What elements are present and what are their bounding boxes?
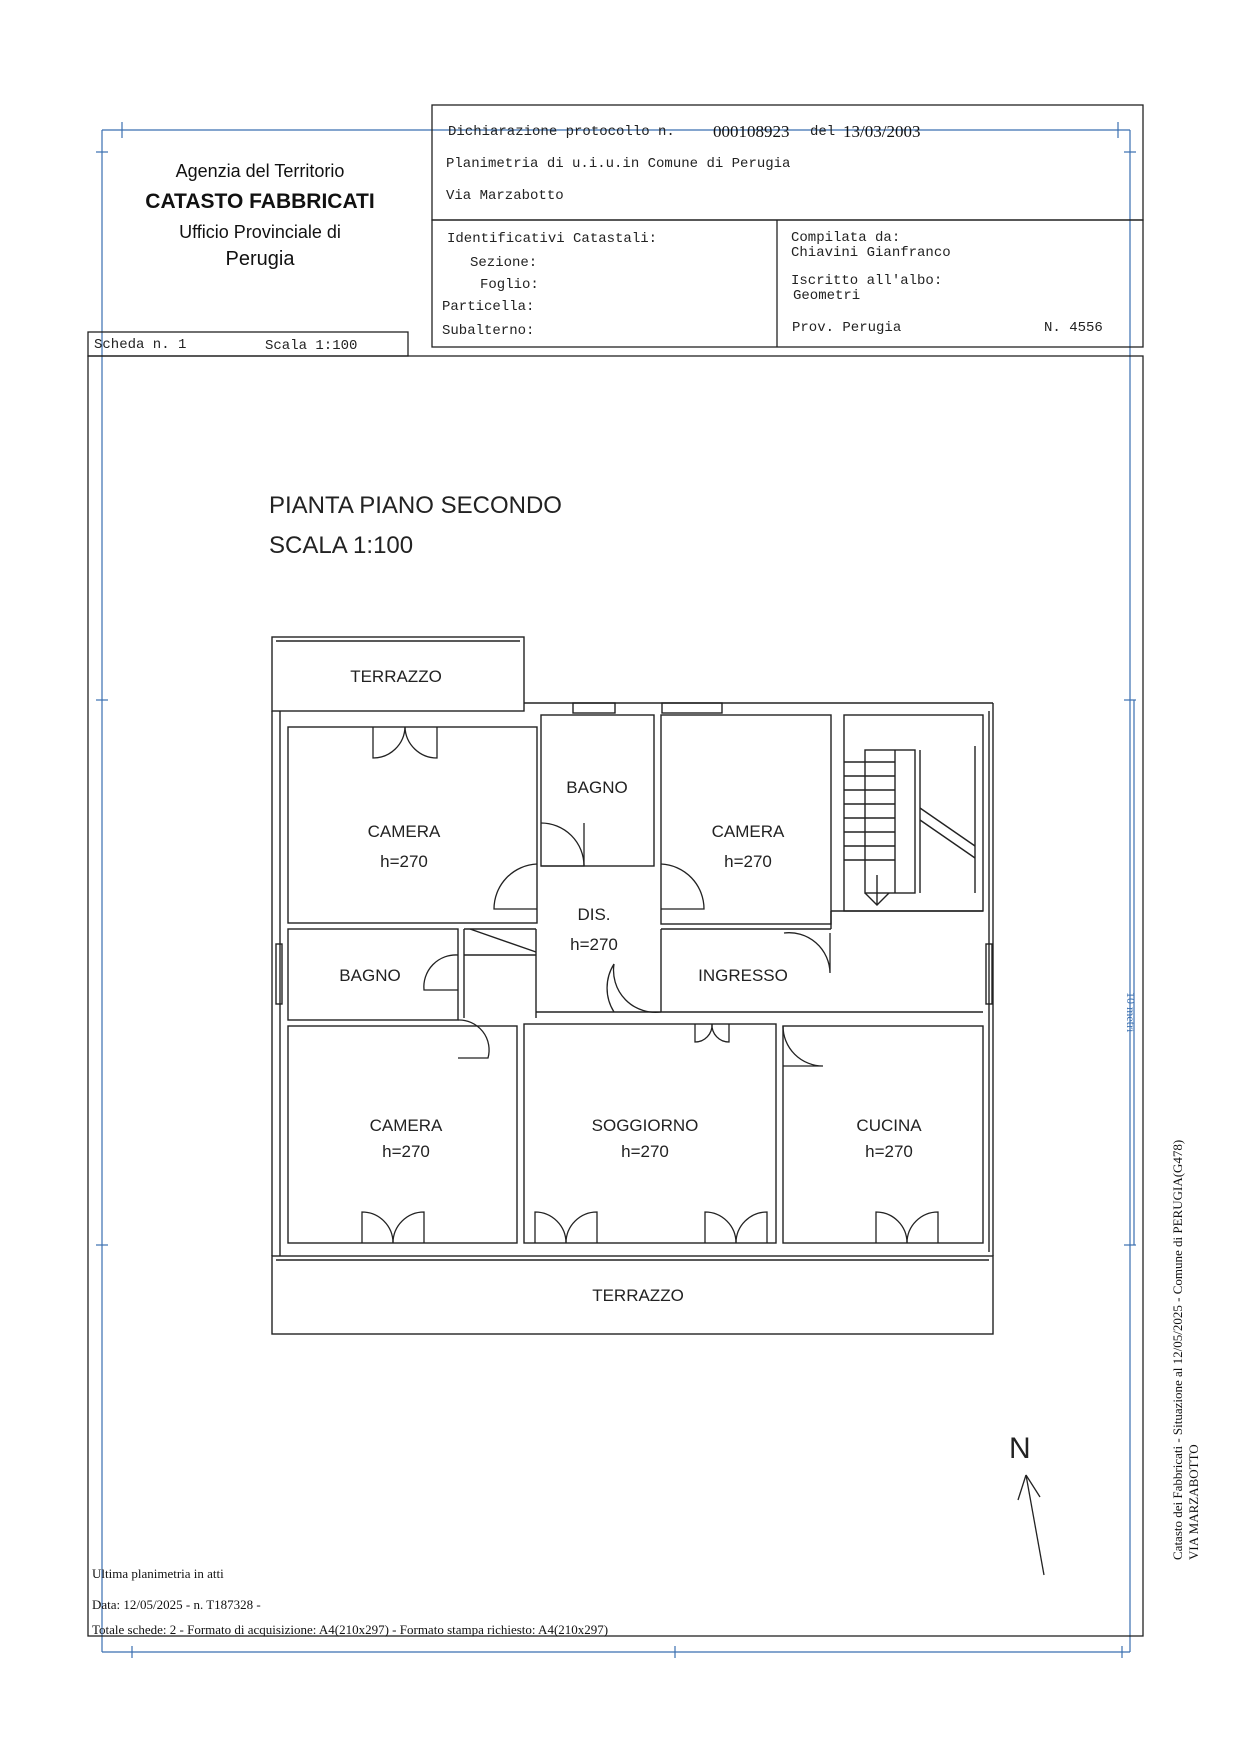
sezione-label: Sezione: (470, 255, 538, 271)
province-label: Prov. Perugia (792, 320, 902, 336)
foglio-label: Foglio: (480, 277, 539, 293)
north-arrow-icon (1018, 1475, 1044, 1575)
registration-number: N. 4556 (1044, 320, 1103, 336)
document-frame (88, 105, 1143, 1636)
subalterno-label: Subalterno: (442, 323, 535, 339)
plan-title: PIANTA PIANO SECONDO (269, 492, 562, 519)
particella-label: Particella: (442, 299, 535, 315)
side-address: VIA MARZABOTTO (1186, 1444, 1201, 1560)
room-camera-2: CAMERA h=270 (711, 822, 785, 871)
albo-value: Geometri (793, 288, 861, 304)
protocol-del: del (810, 124, 836, 140)
north-label: N (1009, 1432, 1031, 1465)
address-line: Via Marzabotto (446, 188, 564, 204)
room-cucina: CUCINA h=270 (856, 1116, 922, 1161)
room-bagno-top: BAGNO (566, 778, 628, 797)
room-terrazzo-top: TERRAZZO (350, 667, 442, 686)
footer-date: Data: 12/05/2025 - n. T187328 - (92, 1597, 261, 1612)
room-ingresso: INGRESSO (698, 966, 788, 985)
room-disimpegno: DIS. h=270 (570, 905, 618, 954)
room-soggiorno: SOGGIORNO h=270 (591, 1116, 699, 1161)
room-camera-3: CAMERA h=270 (369, 1116, 443, 1161)
room-bagno-2: BAGNO (339, 966, 401, 985)
side-situazione: Catasto dei Fabbricati - Situazione al 12/05/2025 - Comune di PERUGIA(G478) (1170, 1139, 1185, 1560)
albo-label: Iscritto all'albo: (791, 273, 943, 289)
ufficio-label: Ufficio Provinciale di (179, 222, 341, 242)
scan-frame (96, 122, 1136, 1658)
footer-last-plan: Ultima planimetria in atti (92, 1566, 224, 1581)
identificativi-title: Identificativi Catastali: (447, 231, 658, 247)
planimetria-line: Planimetria di u.i.u.in Comune di Perugia (446, 156, 791, 172)
plan-scale: SCALA 1:100 (269, 532, 414, 559)
ruler-label: 10 metri (1124, 992, 1138, 1033)
room-terrazzo-bottom: TERRAZZO (592, 1286, 684, 1305)
scheda-label: Scheda n. 1 (94, 337, 187, 353)
ufficio-city: Perugia (225, 248, 295, 270)
agency-name: Agenzia del Territorio (175, 161, 345, 181)
compilata-label: Compilata da: (791, 230, 901, 246)
protocol-number: 000108923 (713, 122, 790, 141)
scheda-scale: Scala 1:100 (265, 338, 358, 354)
protocol-date: 13/03/2003 (843, 122, 921, 141)
protocol-prefix: Dichiarazione protocollo n. (448, 124, 675, 140)
compiler-name: Chiavini Gianfranco (791, 245, 951, 261)
footer-totals: Totale schede: 2 - Formato di acquisizione: A4(210x297) - Formato stampa richiesto: A4(210x297) (92, 1622, 609, 1637)
room-camera-1: CAMERA h=270 (367, 822, 441, 871)
catasto-title: CATASTO FABBRICATI (145, 190, 375, 213)
